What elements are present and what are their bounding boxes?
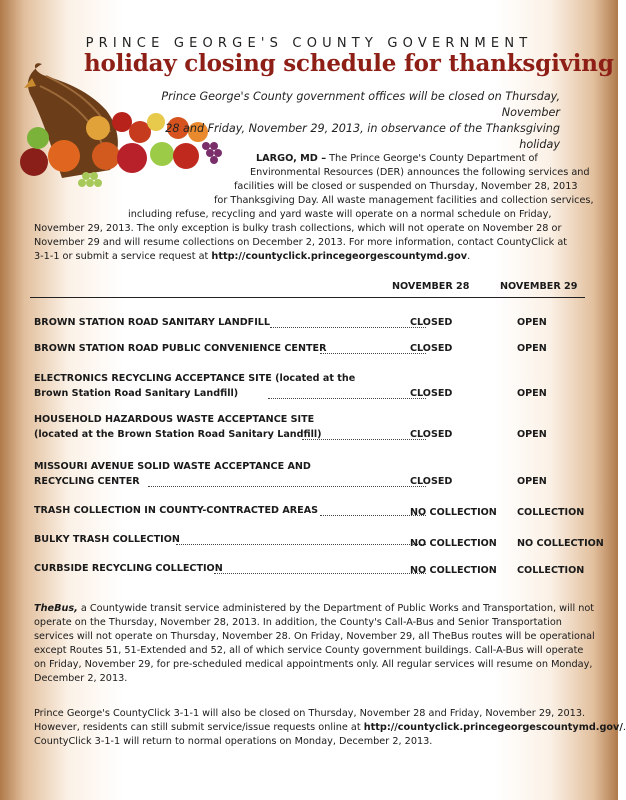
para-line: services will not operate on Thursday, November 28. On Friday, November 29, all TheBus routes will be operational [34, 631, 595, 642]
countyclick-link[interactable]: http://countyclick.princegeorgescountymd.gov [211, 251, 468, 262]
intro-line: November 29 and will resume collections on December 2, 2013. For more information, contact CountyClick at [34, 237, 568, 248]
row-facility: HOUSEHOLD HAZARDOUS WASTE ACCEPTANCE SITE [34, 414, 315, 425]
intro-line: November 29, 2013. The only exception is bulky trash collections, which will not operate on November 28 or [34, 223, 562, 234]
row-status-nov29: OPEN [517, 429, 547, 440]
row-status-nov28: CLOSED [410, 429, 453, 440]
row-status-nov29: OPEN [517, 388, 547, 399]
row-status-nov29: OPEN [517, 317, 547, 328]
dot-leader [148, 486, 426, 487]
para-line: on Friday, November 29, for pre-scheduled medical appointments only. All regular services will resume on Monday, [34, 659, 593, 670]
para-line-end: . [622, 722, 626, 733]
intro-line: Environmental Resources (DER) announces the following services and [250, 167, 590, 178]
para-line: CountyClick 3-1-1 will return to normal operations on Monday, December 2, 2013. [34, 736, 433, 747]
row-status-nov29: COLLECTION [517, 507, 585, 518]
row-facility: RECYCLING CENTER [34, 476, 140, 487]
para-line: operate on the Thursday, November 28, 2013. In addition, the County's Call-A-Bus and Senior Transportation [34, 617, 562, 628]
row-status-nov28: CLOSED [410, 476, 453, 487]
row-status-nov29: COLLECTION [517, 565, 585, 576]
thebus-paragraph [34, 602, 595, 686]
row-status-nov29: OPEN [517, 476, 547, 487]
para-line: a Countywide transit service administered by the Department of Public Works and Transportation, will not [77, 603, 595, 614]
apple-icon [27, 127, 49, 149]
row-facility: ELECTRONICS RECYCLING ACCEPTANCE SITE (located at the [34, 373, 356, 384]
row-status-nov28: CLOSED [410, 388, 453, 399]
intro-line: including refuse, recycling and yard waste will operate on a normal schedule on Friday, [128, 209, 552, 220]
header-rule [30, 297, 585, 298]
row-facility: CURBSIDE RECYCLING COLLECTION [34, 563, 223, 574]
dot-leader [176, 544, 426, 545]
para-line: Prince George's CountyClick 3-1-1 will also be closed on Thursday, November 28 and Friday, November 29, 2013. [34, 708, 586, 719]
row-status-nov29: NO COLLECTION [517, 538, 604, 549]
col-head-nov29: NOVEMBER 29 [500, 281, 578, 292]
dateline: LARGO, MD – [256, 153, 327, 164]
dot-leader [302, 439, 426, 440]
subtitle-line: Prince George's County government offices will be closed on Thursday, November [161, 90, 560, 119]
para-line: December 2, 2013. [34, 673, 128, 684]
row-facility: Brown Station Road Sanitary Landfill) [34, 388, 239, 399]
squash-icon [86, 116, 110, 140]
row-facility: BROWN STATION ROAD SANITARY LANDFILL [34, 317, 271, 328]
org-name: PRINCE GEORGE'S COUNTY GOVERNMENT [85, 36, 533, 51]
row-status-nov29: OPEN [517, 343, 547, 354]
row-status-nov28: NO COLLECTION [410, 507, 497, 518]
dot-leader [270, 327, 426, 328]
intro-line-end: . [467, 251, 471, 262]
subtitle [130, 89, 560, 153]
para-line: However, residents can still submit service/issue requests online at [34, 722, 364, 733]
row-facility: MISSOURI AVENUE SOLID WASTE ACCEPTANCE AND [34, 461, 311, 472]
subtitle-line: 28 and Friday, November 29, 2013, in observance of the Thanksgiving holiday [165, 122, 560, 151]
intro-line: The Prince George's County Department of [326, 153, 538, 164]
row-status-nov28: CLOSED [410, 343, 453, 354]
intro-line: facilities will be closed or suspended on Thursday, November 28, 2013 [234, 181, 578, 192]
row-status-nov28: NO COLLECTION [410, 565, 497, 576]
row-facility: (located at the Brown Station Road Sanitary Landfill) [34, 429, 322, 440]
apple-icon [112, 112, 132, 132]
row-facility: BROWN STATION ROAD PUBLIC CONVENIENCE CENTER [34, 343, 327, 354]
row-status-nov28: NO COLLECTION [410, 538, 497, 549]
page-title: holiday closing schedule for thanksgiving [84, 50, 614, 77]
row-facility: TRASH COLLECTION IN COUNTY-CONTRACTED AREAS [34, 505, 319, 516]
dot-leader [268, 398, 426, 399]
intro-paragraph [34, 152, 594, 264]
row-facility: BULKY TRASH COLLECTION [34, 534, 180, 545]
countyclick-link[interactable]: http://countyclick.princegeorgescountymd.gov/ [363, 722, 623, 733]
para-line: except Routes 51, 51-Extended and 52, all of which service County government buildings. Call-A-Bus will operate [34, 645, 584, 656]
dot-leader [214, 573, 426, 574]
intro-line: for Thanksgiving Day. All waste management facilities and collection services, [214, 195, 594, 206]
intro-line: 3-1-1 or submit a service request at [34, 251, 212, 262]
row-status-nov28: CLOSED [410, 317, 453, 328]
thebus-name: TheBus, [34, 603, 78, 614]
col-head-nov28: NOVEMBER 28 [392, 281, 470, 292]
countyclick-paragraph [34, 707, 626, 749]
